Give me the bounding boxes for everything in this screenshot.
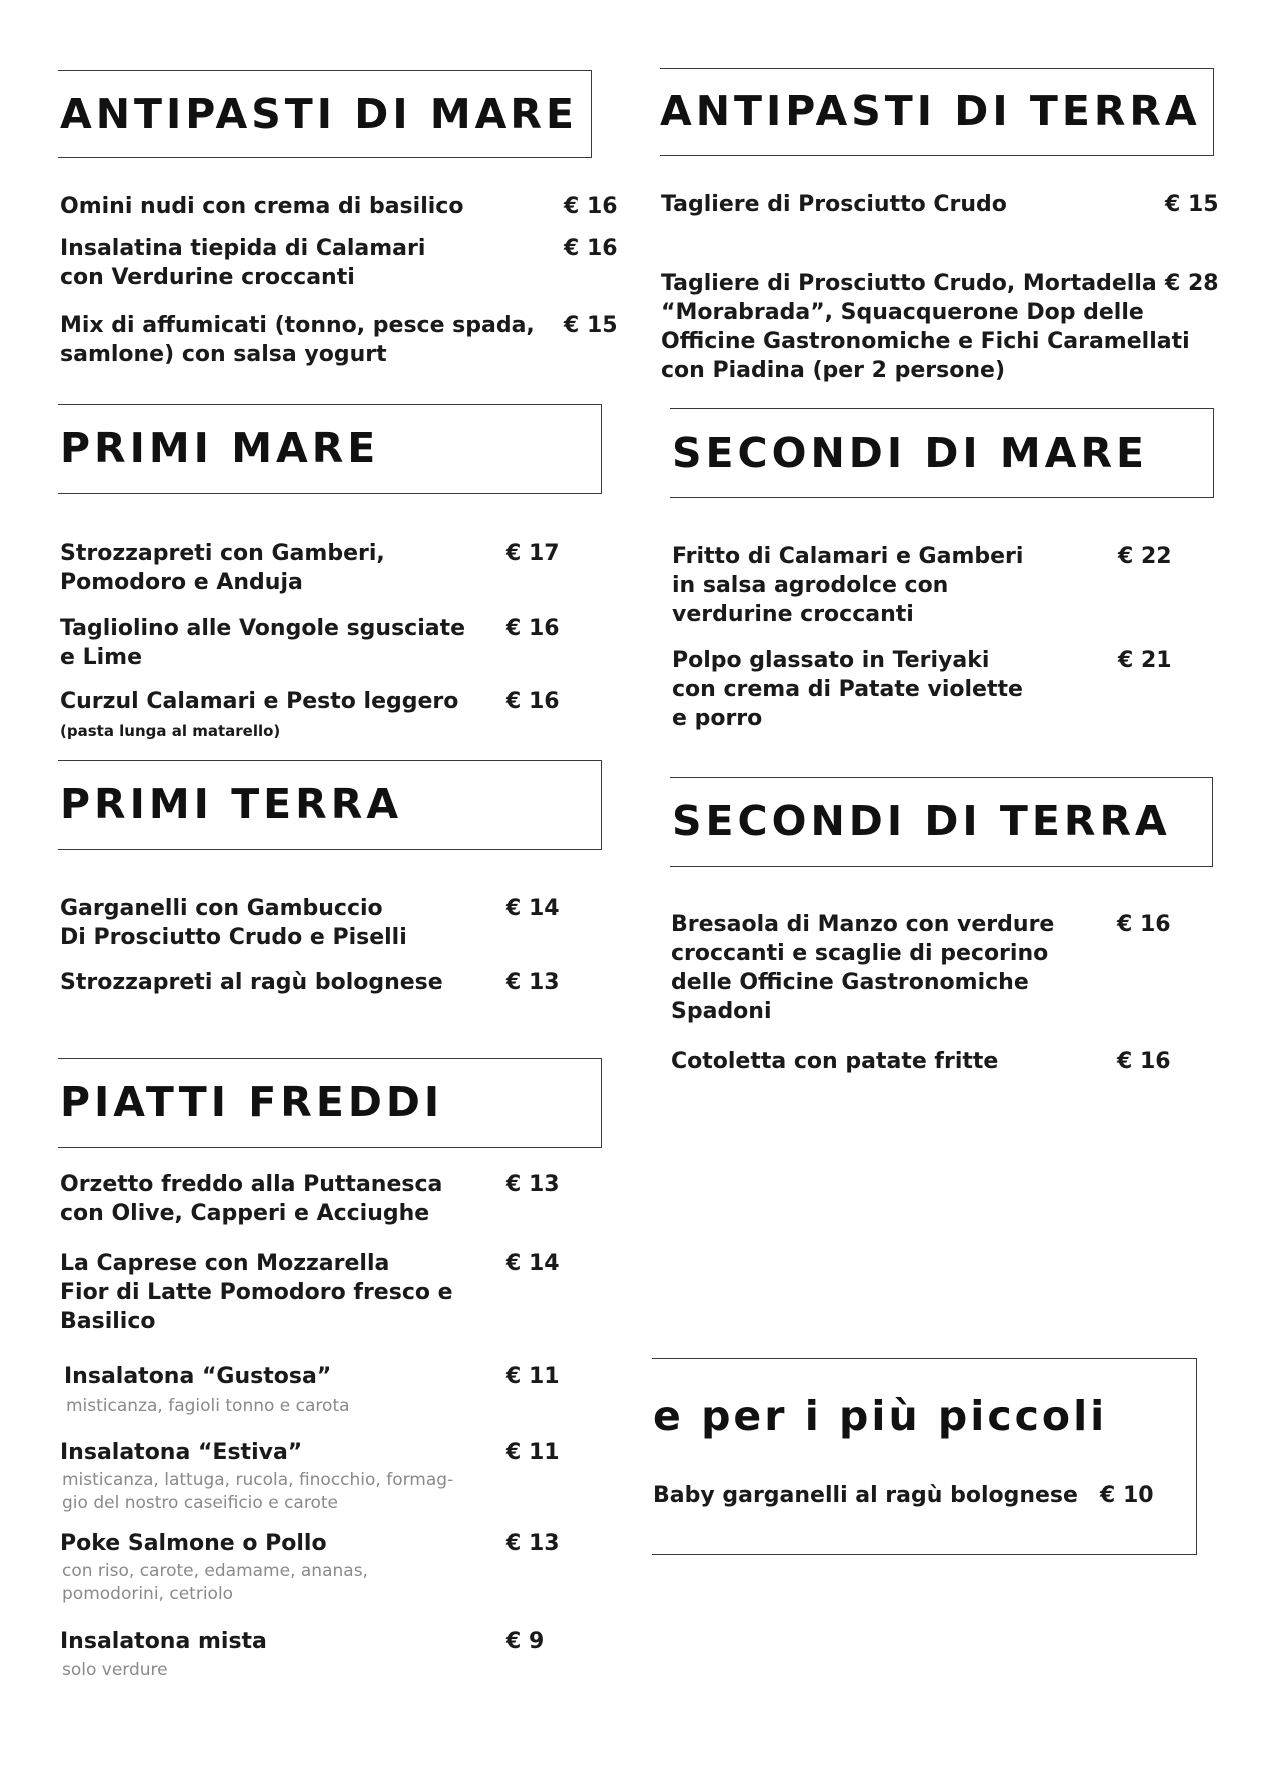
menu-item-name: Tagliere di Prosciutto Crudo, Mortadella “Morabrada”, Squacquerone Dop delle Officine Gastronomiche e Fichi Caramellati con Piadina (per 2 persone) <box>661 271 1190 383</box>
menu-item-price: € 13 <box>506 1531 560 1556</box>
menu-item-price: € 16 <box>506 616 560 641</box>
section-title-secondi-mare: SECONDI DI MARE <box>672 429 1149 477</box>
menu-item-price: € 21 <box>1118 648 1172 673</box>
section-title-primi-terra: PRIMI TERRA <box>60 780 403 828</box>
menu-item-price: € 9 <box>506 1629 545 1654</box>
menu-item-name: Strozzapreti con Gamberi, Pomodoro e Anduja <box>60 541 385 595</box>
menu-item-name: Mix di affumicati (tonno, pesce spada, samlone) con salsa yogurt <box>60 313 535 367</box>
menu-item-name: Poke Salmone o Pollo <box>60 1531 327 1556</box>
menu-item-note: solo verdure <box>62 1660 168 1680</box>
menu-item-name: Orzetto freddo alla Puttanesca con Olive, Capperi e Acciughe <box>60 1172 443 1226</box>
menu-item-name: La Caprese con Mozzarella Fior di Latte Pomodoro fresco e Basilico <box>60 1251 453 1334</box>
menu-item-price: € 16 <box>1117 912 1171 937</box>
menu-item-price: € 11 <box>506 1364 560 1389</box>
menu-item-price: € 16 <box>564 194 618 219</box>
menu-item-name: Bresaola di Manzo con verdure croccanti e scaglie di pecorino delle Officine Gastronomiche Spadoni <box>671 912 1055 1024</box>
menu-item-note: misticanza, fagioli tonno e carota <box>66 1396 350 1416</box>
section-title-piccoli: e per i più piccoli <box>653 1392 1108 1440</box>
menu-item-price: € 16 <box>564 236 618 261</box>
menu-item-price: € 14 <box>506 1251 560 1276</box>
menu-item-name: Insalatona mista <box>60 1629 267 1654</box>
menu-item-price: € 15 <box>1165 192 1219 217</box>
menu-item-name: Cotoletta con patate fritte <box>671 1049 999 1074</box>
menu-item-name: Tagliolino alle Vongole sgusciate e Lime <box>60 616 466 670</box>
menu-item-price: € 17 <box>506 541 560 566</box>
menu-item-price: € 14 <box>506 896 560 921</box>
section-title-antipasti-terra: ANTIPASTI DI TERRA <box>660 87 1201 135</box>
menu-item-price: € 22 <box>1118 544 1172 569</box>
menu-item-price: € 28 <box>1165 271 1219 296</box>
menu-item-price: € 13 <box>506 1172 560 1197</box>
menu-item-name: Garganelli con Gambuccio Di Prosciutto Crudo e Piselli <box>60 896 407 950</box>
menu-item-price: € 13 <box>506 970 560 995</box>
menu-item-price: € 11 <box>506 1440 560 1465</box>
menu-item-name: Insalatona “Estiva” <box>60 1440 303 1465</box>
section-title-piatti-freddi: PIATTI FREDDI <box>60 1078 444 1126</box>
section-box-piccoli <box>652 1358 1197 1555</box>
menu-item-name: Fritto di Calamari e Gamberi in salsa agrodolce con verdurine croccanti <box>672 544 1024 627</box>
menu-item-name: Omini nudi con crema di basilico <box>60 194 464 219</box>
menu-item-price: € 15 <box>564 313 618 338</box>
menu-item-name: Polpo glassato in Teriyaki con crema di Patate violette e porro <box>672 648 1023 731</box>
menu-item-note: (pasta lunga al matarello) <box>60 722 281 740</box>
menu-item-name: Insalatina tiepida di Calamari con Verdurine croccanti <box>60 236 426 290</box>
menu-item-note: misticanza, lattuga, rucola, finocchio, formag- gio del nostro caseificio e carote <box>62 1470 454 1513</box>
menu-item-name: Insalatona “Gustosa” <box>64 1364 332 1389</box>
menu-item-name: Strozzapreti al ragù bolognese <box>60 970 443 995</box>
menu-item-note: con riso, carote, edamame, ananas, pomodorini, cetriolo <box>62 1561 368 1604</box>
menu-item-name: Curzul Calamari e Pesto leggero <box>60 689 459 714</box>
menu-item-name: Baby garganelli al ragù bolognese <box>653 1483 1078 1508</box>
menu-item-price: € 16 <box>1117 1049 1171 1074</box>
menu-item-price: € 10 <box>1100 1483 1154 1508</box>
section-title-secondi-terra: SECONDI DI TERRA <box>672 797 1171 845</box>
menu-item-price: € 16 <box>506 689 560 714</box>
section-title-antipasti-mare: ANTIPASTI DI MARE <box>60 90 578 138</box>
menu-item-name: Tagliere di Prosciutto Crudo <box>661 192 1007 217</box>
section-title-primi-mare: PRIMI MARE <box>60 424 380 472</box>
